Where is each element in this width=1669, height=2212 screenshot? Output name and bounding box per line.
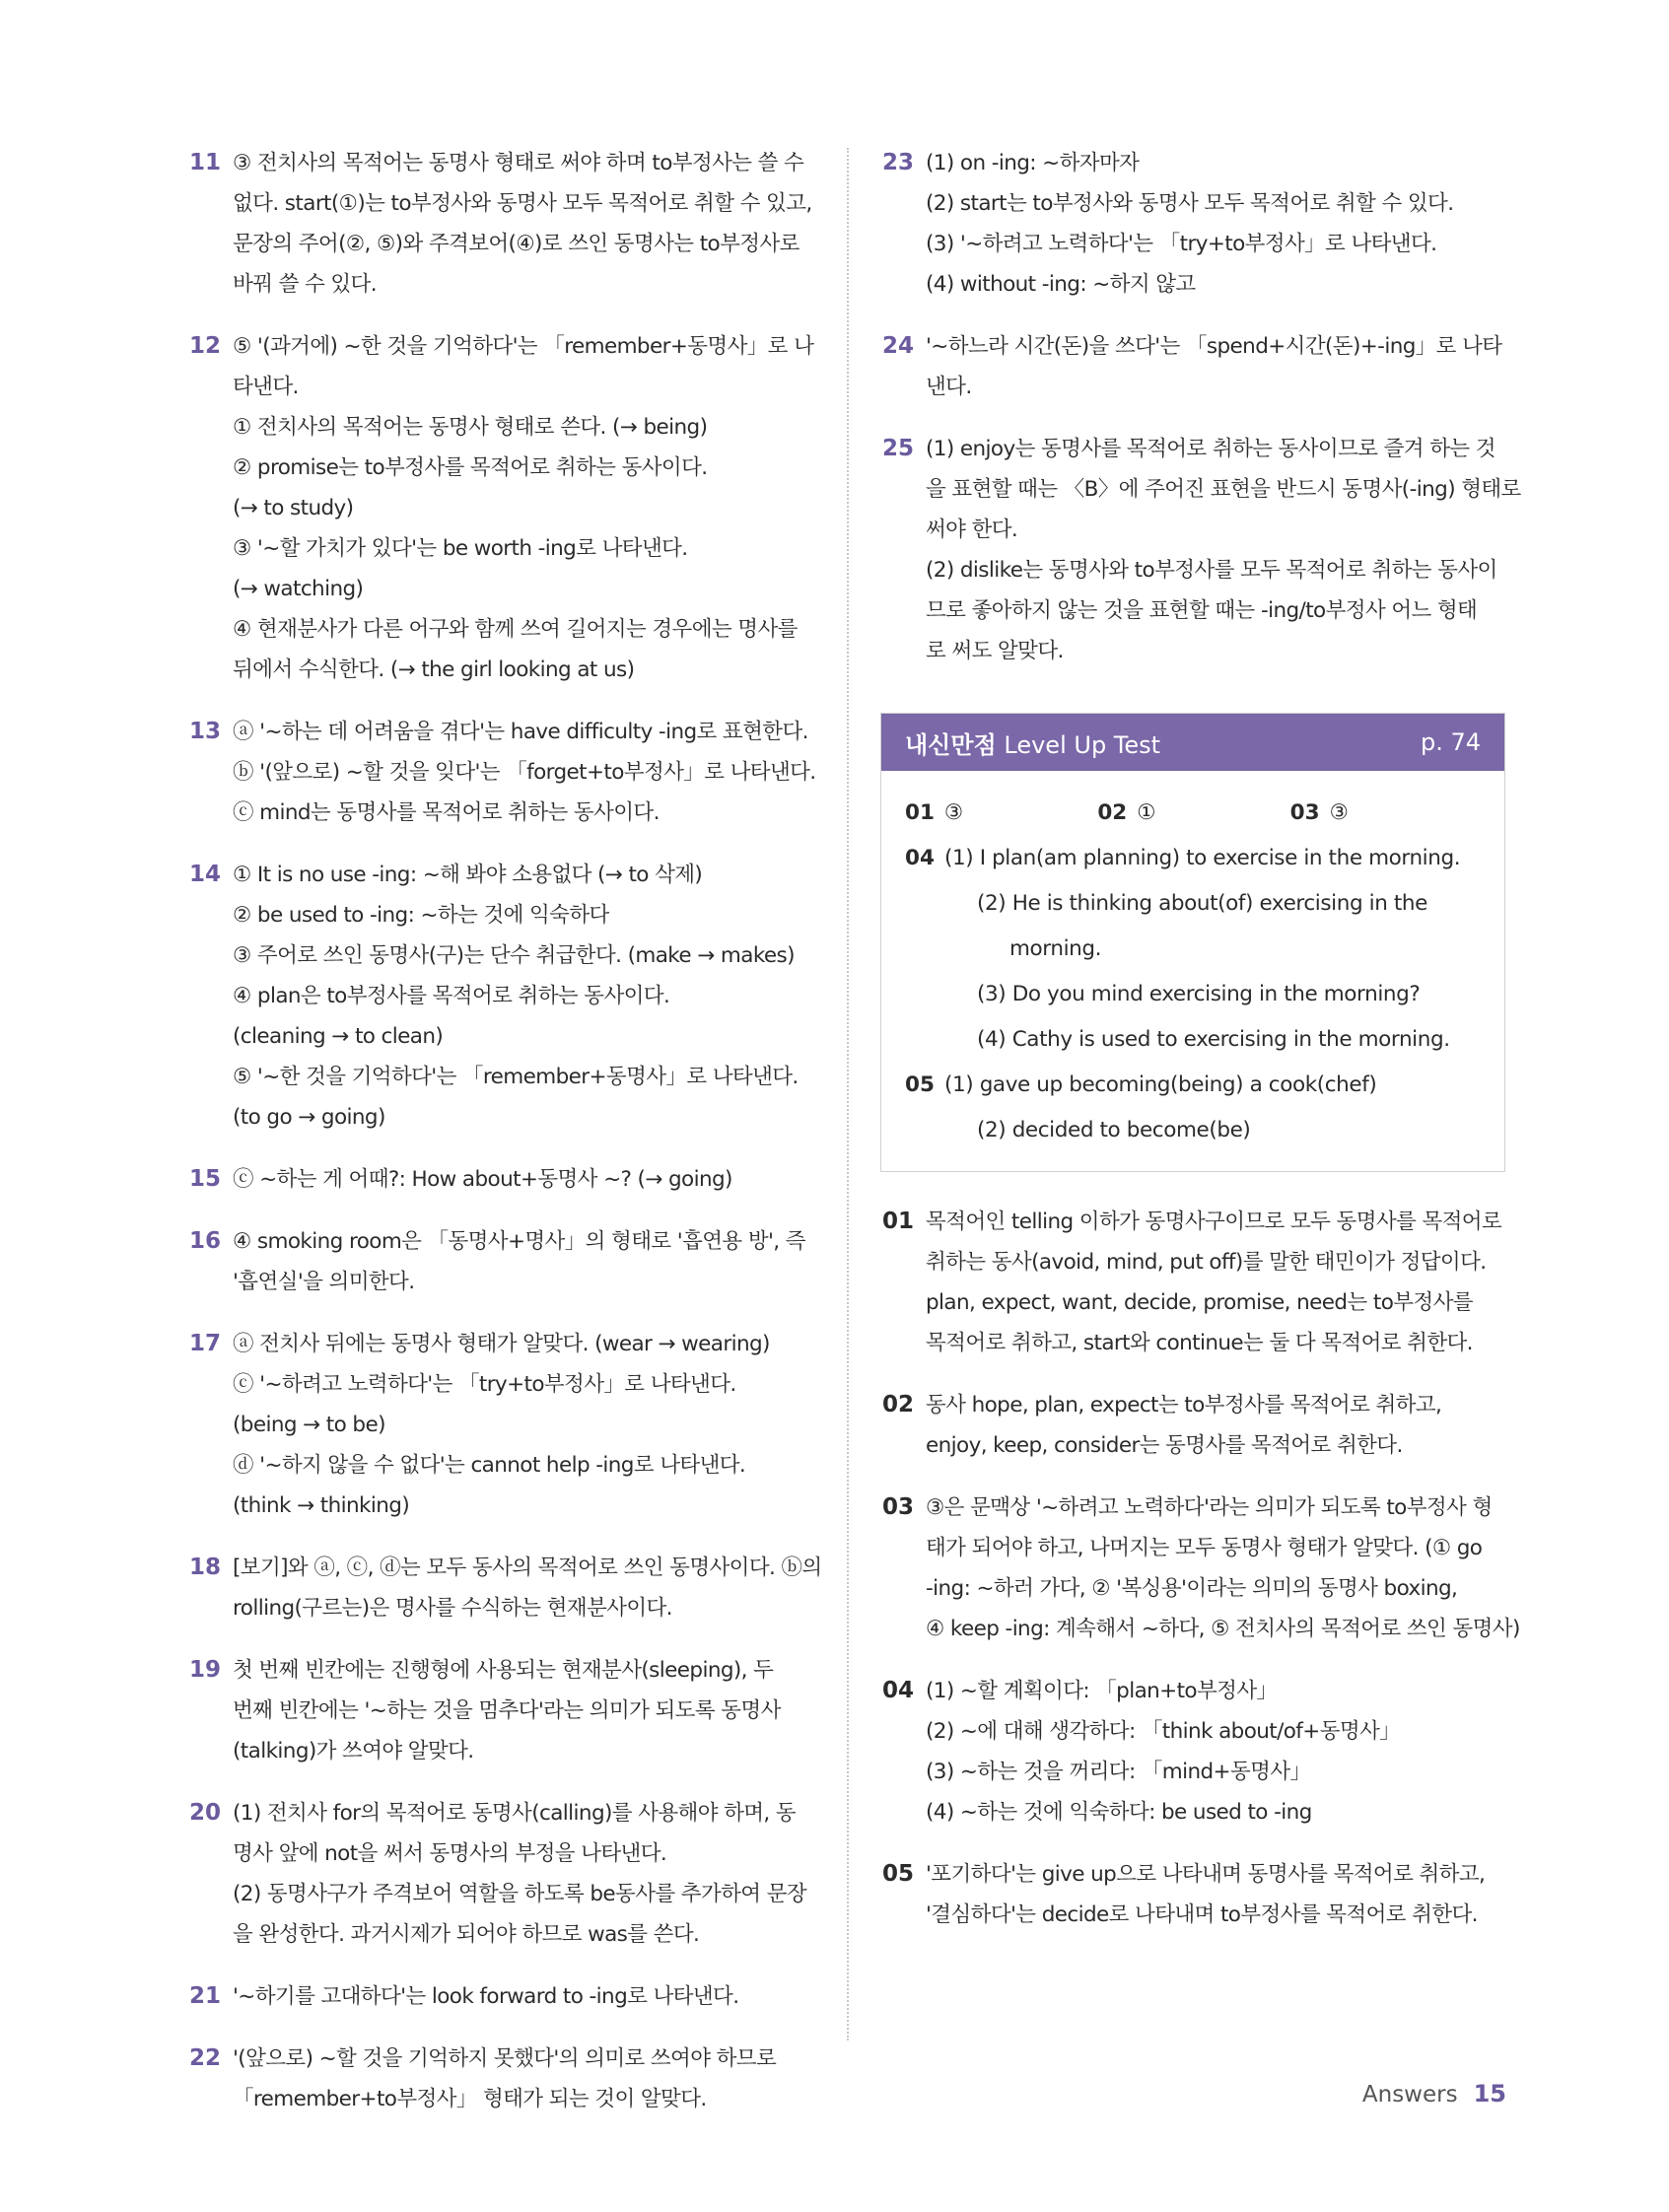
text-line: ③ '~할 가치가 있다'는 be worth -ing로 나타낸다. xyxy=(233,536,688,561)
page-number: 15 xyxy=(1473,2080,1506,2108)
answer-23 xyxy=(882,143,1503,305)
text-line: 태가 되어야 하고, 나머지는 모두 동명사 형태가 알맞다. (① go xyxy=(926,1536,1483,1560)
explanation-01 xyxy=(882,1202,1503,1363)
text-line: 목적어인 telling 이하가 동명사구이므로 모두 동명사를 목적어로 xyxy=(926,1210,1502,1234)
left-column xyxy=(189,143,820,2141)
answer-02: 02 ① xyxy=(1097,800,1156,825)
answer-21 xyxy=(189,1976,820,2017)
item-number: 19 xyxy=(189,1657,222,1683)
text-line: (3) ~하는 것을 꺼리다: 「mind+동명사」 xyxy=(926,1760,1311,1784)
text-line: 뒤에서 수식한다. (→ the girl looking at us) xyxy=(233,657,635,682)
text-line: 로 써도 알맞다. xyxy=(926,639,1064,663)
text-line: (1) enjoy는 동명사를 목적어로 취하는 동사이므로 즐겨 하는 것 xyxy=(926,437,1495,461)
answer-18 xyxy=(189,1548,820,1628)
answer-04: 04 (1) I plan(am planning) to exercise in the morning. (2) He is thinking about(of) exercising in the morning. (3) Do you mind exercising in the morning? (4) Cathy is used to exercising in the morning. xyxy=(905,846,1461,1052)
explanation-04 xyxy=(882,1671,1503,1832)
text-line: ③ 전치사의 목적어는 동명사 형태로 써야 하며 to부정사는 쓸 수 xyxy=(233,151,804,175)
explanation-02 xyxy=(882,1385,1503,1466)
explanation-05 xyxy=(882,1854,1503,1935)
text-line: ① 전치사의 목적어는 동명사 형태로 쓴다. (→ being) xyxy=(233,415,708,440)
item-number: 22 xyxy=(189,2045,222,2071)
item-number: 20 xyxy=(189,1800,222,1826)
text-line: '~하느라 시간(돈)을 쓰다'는 「spend+시간(돈)+-ing」로 나타 xyxy=(926,334,1502,359)
text-line: ④ 현재분사가 다른 어구와 함께 쓰여 길어지는 경우에는 명사를 xyxy=(233,617,798,642)
text-line: 타낸다. xyxy=(233,375,299,399)
answer-16 xyxy=(189,1221,820,1302)
text-line: (4) ~하는 것에 익숙하다: be used to -ing xyxy=(926,1800,1312,1825)
text-line: '흡연실'을 의미한다. xyxy=(233,1270,415,1294)
text-line: ② promise는 to부정사를 목적어로 취하는 동사이다. xyxy=(233,455,708,480)
answer-25 xyxy=(882,429,1521,671)
item-number: 03 xyxy=(882,1494,915,1520)
text-line: 명사 앞에 not을 써서 동명사의 부정을 나타낸다. xyxy=(233,1841,667,1866)
text-line: (2) dislike는 동명사와 to부정사를 모두 목적어로 취하는 동사이 xyxy=(926,558,1497,583)
text-line: 첫 번째 빈칸에는 진행형에 사용되는 현재분사(sleeping), 두 xyxy=(233,1658,774,1683)
text-line: '~하기를 고대하다'는 look forward to -ing로 나타낸다. xyxy=(233,1984,739,2009)
answer-11 xyxy=(189,143,820,305)
column-divider xyxy=(847,148,849,2040)
text-line: (1) 전치사 for의 목적어로 동명사(calling)를 사용해야 하며, 동 xyxy=(233,1801,797,1826)
text-line: (3) '~하려고 노력하다'는 「try+to부정사」로 나타낸다. xyxy=(926,232,1437,256)
text-line: 없다. start(①)는 to부정사와 동명사 모두 목적어로 취할 수 있고, xyxy=(233,191,812,216)
item-number: 21 xyxy=(189,1983,222,2009)
text-line: ② be used to -ing: ~하는 것에 익숙하다 xyxy=(233,903,609,928)
text-line: 써야 한다. xyxy=(926,518,1018,542)
item-number: 25 xyxy=(882,436,915,461)
item-number: 18 xyxy=(189,1555,222,1580)
text-line: rolling(구르는)은 명사를 수식하는 현재분사이다. xyxy=(233,1596,672,1621)
text-line: (2) start는 to부정사와 동명사 모두 목적어로 취할 수 있다. xyxy=(926,191,1454,216)
item-number: 04 xyxy=(882,1678,915,1703)
text-line: 낸다. xyxy=(926,375,972,399)
text-line: ⓒ ~하는 게 어때?: How about+동명사 ~? (→ going) xyxy=(233,1167,732,1192)
answer-24 xyxy=(882,326,1503,407)
text-line: ④ plan은 to부정사를 목적어로 취하는 동사이다. xyxy=(233,984,670,1008)
text-line: 므로 좋아하지 않는 것을 표현할 때는 -ing/to부정사 어느 형태 xyxy=(926,598,1478,623)
item-number: 14 xyxy=(189,862,222,887)
item-number: 11 xyxy=(189,150,222,175)
text-line: ⑤ '~한 것을 기억하다'는 「remember+동명사」로 나타낸다. xyxy=(233,1065,799,1089)
text-line: '포기하다'는 give up으로 나타내며 동명사를 목적어로 취하고, xyxy=(926,1862,1486,1887)
text-line: (4) without -ing: ~하지 않고 xyxy=(926,272,1196,297)
text-line: (1) ~할 계획이다: 「plan+to부정사」 xyxy=(926,1679,1278,1703)
answer-list-right xyxy=(882,143,1521,671)
text-line: (1) on -ing: ~하자마자 xyxy=(926,151,1140,175)
right-column xyxy=(882,143,1521,1957)
answer-15 xyxy=(189,1159,820,1200)
page-reference: p. 74 xyxy=(1420,728,1481,756)
text-line: enjoy, keep, consider는 동명사를 목적어로 취한다. xyxy=(926,1433,1403,1458)
item-number: 02 xyxy=(882,1392,915,1417)
text-line: 취하는 동사(avoid, mind, put off)를 말한 태민이가 정답이다. xyxy=(926,1250,1487,1275)
text-line: ⓑ '(앞으로) ~할 것을 잊다'는 「forget+to부정사」로 나타낸다. xyxy=(233,760,816,785)
text-line: (2) ~에 대해 생각하다: 「think about/of+동명사」 xyxy=(926,1719,1401,1744)
item-number: 12 xyxy=(189,333,222,359)
text-line: ⓐ 전치사 뒤에는 동명사 형태가 알맞다. (wear → wearing) xyxy=(233,1332,770,1356)
answer-03: 03 ③ xyxy=(1289,800,1349,825)
page-footer xyxy=(1362,2080,1506,2108)
answer-17 xyxy=(189,1324,820,1526)
answer-01: 01 ③ xyxy=(905,800,964,825)
text-line: 「remember+to부정사」 형태가 되는 것이 알맞다. xyxy=(233,2087,707,2111)
answer-12 xyxy=(189,326,820,690)
answer-22 xyxy=(189,2039,820,2119)
answer-19 xyxy=(189,1650,820,1771)
short-answers-row xyxy=(905,791,1483,836)
item-number: 15 xyxy=(189,1166,222,1192)
item-number: 05 xyxy=(882,1861,915,1887)
answer-05: 05 (1) gave up becoming(being) a cook(chef) (2) decided to become(be) xyxy=(905,1072,1377,1142)
text-line: (→ watching) xyxy=(233,577,364,601)
text-line: ① It is no use -ing: ~해 봐야 소용없다 (→ to 삭제) xyxy=(233,863,703,887)
text-line: ⓐ '~하는 데 어려움을 겪다'는 have difficulty -ing로 표현한다. xyxy=(233,720,808,744)
answer-13 xyxy=(189,712,820,833)
text-line: 바꿔 쓸 수 있다. xyxy=(233,272,377,297)
title-rest: Level Up Test xyxy=(1004,730,1161,759)
text-line: ⑤ '(과거에) ~한 것을 기억하다'는 「remember+동명사」로 나 xyxy=(233,334,814,359)
text-line: -ing: ~하러 가다, ② '복싱용'이라는 의미의 동명사 boxing, xyxy=(926,1576,1458,1601)
text-line: ⓒ mind는 동명사를 목적어로 취하는 동사이다. xyxy=(233,800,660,825)
text-line: 을 표현할 때는 〈B〉에 주어진 표현을 반드시 동명사(-ing) 형태로 xyxy=(926,477,1521,502)
text-line: (to go → going) xyxy=(233,1105,385,1130)
text-line: (cleaning → to clean) xyxy=(233,1024,444,1049)
text-line: (talking)가 쓰여야 알맞다. xyxy=(233,1739,474,1763)
item-number: 16 xyxy=(189,1228,222,1254)
text-line: 문장의 주어(②, ⑤)와 주격보어(④)로 쓰인 동명사는 to부정사로 xyxy=(233,232,800,256)
text-line: 을 완성한다. 과거시제가 되어야 하므로 was를 쓴다. xyxy=(233,1922,700,1947)
text-line: ⓓ '~하지 않을 수 없다'는 cannot help -ing로 나타낸다. xyxy=(233,1453,746,1478)
text-line: [보기]와 ⓐ, ⓒ, ⓓ는 모두 동사의 목적어로 쓰인 동명사이다. ⓑ의 xyxy=(233,1555,822,1580)
item-number: 13 xyxy=(189,719,222,744)
text-line: '결심하다'는 decide로 나타내며 to부정사를 목적어로 취한다. xyxy=(926,1902,1478,1927)
text-line: 목적어로 취하고, start와 continue는 둘 다 목적어로 취한다. xyxy=(926,1331,1473,1355)
text-line: ④ keep -ing: 계속해서 ~하다, ⑤ 전치사의 목적어로 쓰인 동명사) xyxy=(926,1617,1520,1641)
text-line: 동사 hope, plan, expect는 to부정사를 목적어로 취하고, xyxy=(926,1393,1442,1417)
text-line: '(앞으로) ~할 것을 기억하지 못했다'의 의미로 쓰여야 하므로 xyxy=(233,2046,777,2071)
footer-label: Answers xyxy=(1361,2082,1458,2108)
item-number: 17 xyxy=(189,1331,222,1356)
text-line: ④ smoking room은 「동명사+명사」의 형태로 '흡연용 방', 즉 xyxy=(233,1229,805,1254)
text-line: ③은 문맥상 '~하려고 노력하다'라는 의미가 되도록 to부정사 형 xyxy=(926,1495,1493,1520)
level-up-test-title xyxy=(905,726,1160,760)
level-up-explanations xyxy=(882,1202,1520,1935)
item-number: 23 xyxy=(882,150,915,175)
level-up-test-box xyxy=(880,713,1505,1172)
answer-14 xyxy=(189,855,820,1138)
text-line: 번째 빈칸에는 '~하는 것을 멈추다'라는 의미가 되도록 동명사 xyxy=(233,1698,781,1723)
text-line: ③ 주어로 쓰인 동명사(구)는 단수 취급한다. (make → makes) xyxy=(233,943,795,968)
text-line: (think → thinking) xyxy=(233,1493,410,1518)
text-line: plan, expect, want, decide, promise, need는 to부정사를 xyxy=(926,1290,1473,1315)
title-bold: 내신만점 xyxy=(905,730,997,759)
text-line: ⓒ '~하려고 노력하다'는 「try+to부정사」로 나타낸다. xyxy=(233,1372,736,1397)
level-up-test-header xyxy=(881,714,1504,771)
text-line: (2) 동명사구가 주격보어 역할을 하도록 be동사를 추가하여 문장 xyxy=(233,1882,807,1906)
explanation-03 xyxy=(882,1487,1520,1649)
item-number: 24 xyxy=(882,333,915,359)
text-line: (→ to study) xyxy=(233,496,354,520)
level-up-test-body xyxy=(881,771,1504,1171)
item-number: 01 xyxy=(882,1209,915,1234)
text-line: (being → to be) xyxy=(233,1413,385,1437)
answer-20 xyxy=(189,1793,820,1955)
